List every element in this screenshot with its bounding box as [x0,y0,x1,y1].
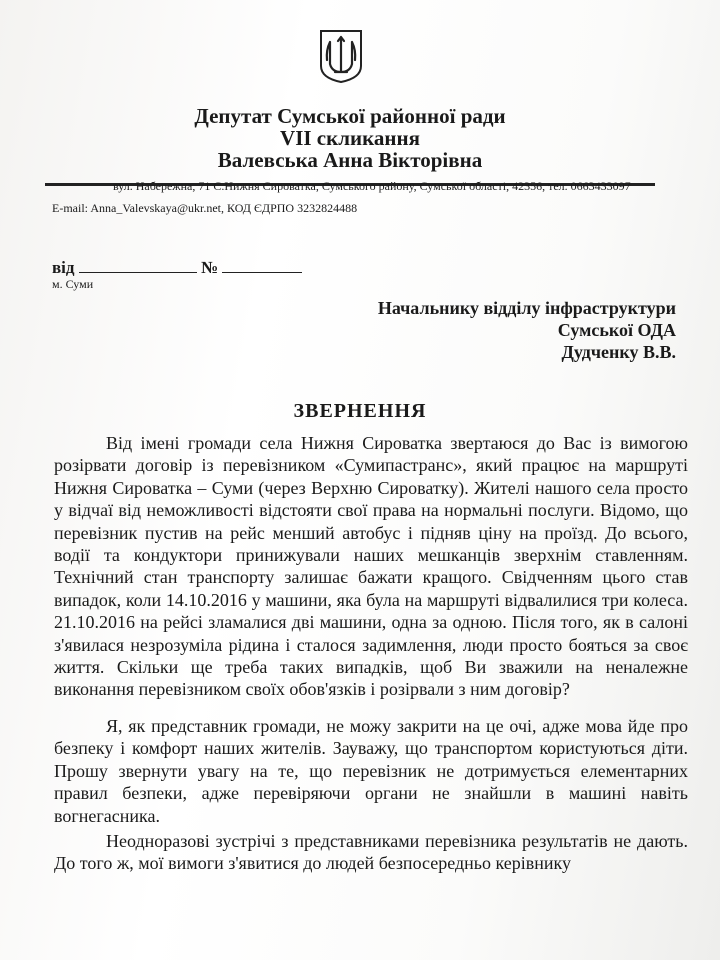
number-label: № [201,258,219,277]
city-label: м. Суми [52,277,94,291]
header-convocation: VII скликання [280,126,420,150]
document-title: ЗВЕРНЕННЯ [293,400,427,422]
number-blank [222,258,302,273]
addressee-organization: Сумської ОДА [557,320,676,340]
addressee-name: Дудченку В.В. [561,342,676,362]
paragraph: Від імені громади села Нижня Сироватка звертаюся до Вас із вимогою розірвати договір із перевізником «Сумипастранс», який працює на маршруті Нижня Сироватка – Суми (через Верхню Сироватку). Жителі нашого села просто у відчаї від неможливості відстояти свої права на нормальні послуги. Відомо, що перевізник пустив на рейс менший автобус і підняв ціну на проїзд. До всього, водії та кондуктори принижували наших мешканців зверхнім ставленням. Технічний стан транспорту залишає бажати кращого. Свідченням цього став випадок, коли 14.10.2016 у машини, яка була на маршруті відвалилися три колеса. 21.10.2016 на рейсі зламалися дві машини, одна за одною. Після того, як в салоні з'явилася незрозуміла рідина і сталося задимлення, люди просто бояться за своє життя. Скільки ще треба таких випадків, щоб Ви зважили на неналежне виконання перевізником своїх обов'язків і розірвали з ним договір? [54,433,688,700]
contact-email: E-mail: Anna_Valevskaya@ukr.net, КОД ЄДРПО 3232824488 [52,201,358,215]
reference-line [52,258,302,278]
header-name: Валевська Анна Вікторівна [217,148,483,172]
date-blank [79,258,197,273]
paragraph: Неодноразові зустрічі з представниками перевізника результатів не дають. До того ж, мої вимоги з'явитися до людей безпосередньо керівнику [54,831,688,874]
contact-address: вул. Набережна, 71 С.Нижня Сироватка, Сумського району, Сумської області, 42356, тел. 0663433097 [113,179,631,193]
trident-icon [318,28,364,84]
from-label: від [52,258,75,277]
paragraph: Я, як представник громади, не можу закрити на це очі, адже мова йде про безпеку і комфорт наших жителів. Зауважу, що транспортом користуються діти. Прошу звернути увагу на те, що перевізник не дотримується елементарних правил безпеки, адже перевіряючи органи не знайшли в машині навіть вогнегасника. [54,716,688,826]
header-title: Депутат Сумської районної ради [194,104,506,128]
addressee-position: Начальнику відділу інфраструктури [377,298,676,318]
